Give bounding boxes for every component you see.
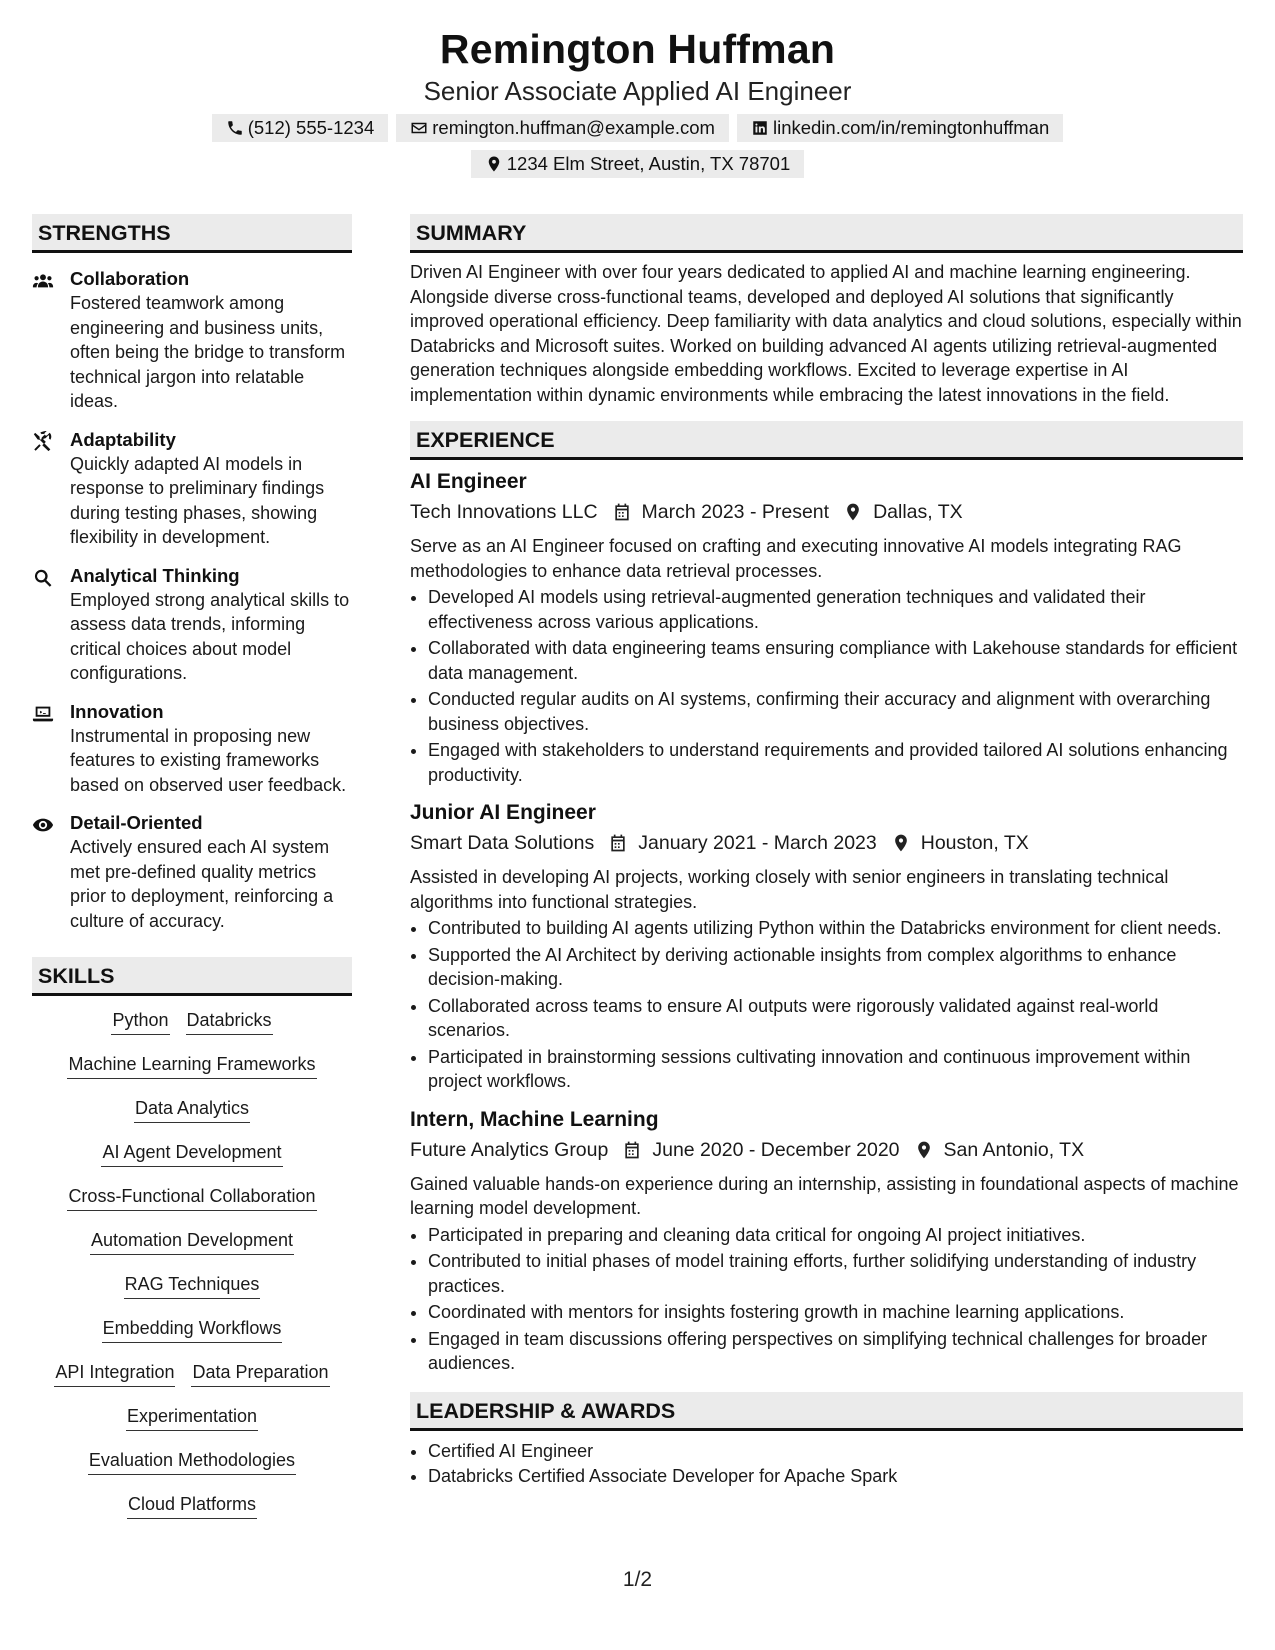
- skill-row: [32, 1360, 352, 1387]
- skill-row: [32, 1404, 352, 1431]
- awards-heading: LEADERSHIP & AWARDS: [410, 1392, 1243, 1431]
- job-bullet: • Contributed to initial phases of model training efforts, further solidifying understanding of industry practices.: [428, 1249, 1243, 1298]
- skill-tag: API Integration: [54, 1360, 175, 1387]
- skill-tag: RAG Techniques: [124, 1272, 261, 1299]
- job-bullet: • Collaborated across teams to ensure AI outputs were rigorously validated against real-world scenarios.: [428, 994, 1243, 1043]
- job-meta: [410, 1136, 1243, 1164]
- contact-row: [0, 114, 1275, 142]
- job-company: Tech Innovations LLC: [410, 501, 598, 523]
- skill-row: [32, 1096, 352, 1123]
- job-title: Junior AI Engineer: [410, 801, 596, 824]
- email-text: remington.huffman@example.com: [432, 117, 715, 138]
- skill-tag: Evaluation Methodologies: [88, 1448, 296, 1475]
- job-entry: [410, 1106, 1243, 1376]
- skill-tag: Databricks: [186, 1008, 273, 1035]
- job-company: Smart Data Solutions: [410, 832, 595, 854]
- awards-list: [410, 1439, 1243, 1489]
- resume-header: [0, 0, 1275, 178]
- strength-desc: Fostered teamwork among engineering and business units, often being the bridge to transform technical jargon into relatable ideas.: [70, 293, 346, 411]
- skill-tag: Python: [111, 1008, 169, 1035]
- strengths-list: [32, 267, 352, 933]
- job-bullet: • Coordinated with mentors for insights fostering growth in machine learning applications.: [428, 1300, 1243, 1325]
- job-bullet: • Collaborated with data engineering teams ensuring compliance with Lakehouse standards for efficient data management.: [428, 636, 1243, 685]
- job-desc: Gained valuable hands-on experience during an internship, assisting in foundational aspects of machine learning model development.: [410, 1173, 1239, 1218]
- summary-text: Driven AI Engineer with over four years dedicated to applied AI and machine learning engineering. Alongside diverse cross-functional teams, developed and deployed AI solutions that significantly improved operational efficiency. Deep familiarity with data analytics and cloud solutions, especially within Databricks and Microsoft suites. Worked on building advanced AI agents utilizing retrieval-augmented generation techniques alongside embedding workflows. Excited to leverage expertise in AI implementation within dynamic environments while embracing the latest innovations in the field.: [410, 262, 1242, 405]
- skill-tag: Cross-Functional Collaboration: [67, 1184, 316, 1211]
- skill-tag: Data Preparation: [191, 1360, 329, 1387]
- skill-row: [32, 1272, 352, 1299]
- job-dates: January 2021 - March 2023: [638, 832, 877, 854]
- users-icon: [32, 270, 54, 292]
- candidate-name: Remington Huffman: [439, 26, 836, 72]
- skills-heading: SKILLS: [32, 957, 352, 996]
- skill-tag: Machine Learning Frameworks: [67, 1052, 316, 1079]
- job-desc: Assisted in developing AI projects, working closely with senior engineers in translating technical algorithms into functional strategies.: [410, 867, 1169, 912]
- job-entry: [410, 468, 1243, 787]
- skill-row: [32, 1492, 352, 1519]
- skill-tag: Cloud Platforms: [127, 1492, 257, 1519]
- calendar-icon: [612, 502, 632, 522]
- skill-row: [32, 1228, 352, 1255]
- job-bullet: • Conducted regular audits on AI systems, confirming their accuracy and alignment with overarching business objectives.: [428, 687, 1243, 736]
- skill-row: [32, 1140, 352, 1167]
- phone-text: (512) 555-1234: [247, 117, 375, 138]
- job-bullet: • Participated in preparing and cleaning data critical for ongoing AI project initiatives.: [428, 1223, 1243, 1248]
- award-item: • Databricks Certified Associate Developer for Apache Spark: [428, 1464, 1243, 1489]
- job-bullets: [410, 1223, 1243, 1376]
- linkedin-text: linkedin.com/in/remingtonhuffman: [772, 117, 1050, 138]
- job-bullets: [410, 585, 1243, 787]
- tools-icon: [32, 431, 54, 453]
- strength-item: [32, 428, 352, 550]
- address-text: 1234 Elm Street, Austin, TX 78701: [506, 153, 791, 174]
- strength-desc: Employed strong analytical skills to assess data trends, informing critical choices about model configurations.: [70, 589, 350, 683]
- job-meta: [410, 829, 1243, 857]
- job-bullet: • Contributed to building AI agents utilizing Python within the Databricks environment for client needs.: [428, 916, 1243, 941]
- strength-desc: Instrumental in proposing new features to existing frameworks based on observed user feedback.: [70, 725, 347, 795]
- page-number: 1/2: [622, 1568, 653, 1591]
- strength-title: Adaptability: [70, 428, 176, 450]
- address-chip: [471, 150, 805, 178]
- eye-icon: [32, 814, 54, 836]
- job-bullet: • Developed AI models using retrieval-augmented generation techniques and validated their effectiveness across various applications.: [428, 585, 1243, 634]
- strengths-heading: STRENGTHS: [32, 214, 352, 253]
- job-bullet: • Engaged with stakeholders to understand requirements and provided tailored AI solutions enhancing productivity.: [428, 738, 1243, 787]
- right-column: [410, 214, 1243, 1536]
- strength-title: Innovation: [70, 700, 164, 722]
- job-dates: March 2023 - Present: [641, 501, 830, 523]
- candidate-title: Senior Associate Applied AI Engineer: [423, 76, 852, 106]
- map-pin-icon: [843, 502, 863, 522]
- job-title: Intern, Machine Learning: [410, 1107, 659, 1131]
- calendar-icon: [622, 1140, 642, 1160]
- map-pin-icon: [891, 833, 911, 853]
- address-row: [0, 150, 1275, 178]
- left-column: [32, 214, 352, 1536]
- linkedin-chip[interactable]: [737, 114, 1063, 142]
- strength-title: Analytical Thinking: [70, 564, 240, 586]
- phone-icon: [226, 119, 244, 137]
- strength-title: Collaboration: [70, 268, 190, 289]
- envelope-icon: [410, 119, 428, 137]
- award-item: • Certified AI Engineer: [428, 1439, 1243, 1464]
- phone-chip[interactable]: [212, 114, 389, 142]
- strength-item: [32, 700, 352, 798]
- job-meta: [410, 498, 1243, 526]
- job-location: Dallas, TX: [873, 501, 963, 523]
- job-bullets: [410, 916, 1243, 1094]
- summary-heading: SUMMARY: [410, 214, 1243, 253]
- resume-body: [32, 214, 1243, 1536]
- job-title: AI Engineer: [410, 470, 527, 493]
- email-chip[interactable]: [396, 114, 729, 142]
- laptop-icon: [32, 703, 54, 725]
- job-bullet: • Engaged in team discussions offering perspectives on simplifying technical challenges for broader audiences.: [428, 1327, 1243, 1376]
- skill-tag: Data Analytics: [134, 1096, 250, 1123]
- linkedin-icon: [751, 119, 769, 137]
- map-pin-icon: [914, 1140, 934, 1160]
- skill-tag: Experimentation: [126, 1404, 258, 1431]
- job-entry: [410, 799, 1243, 1094]
- strength-item: [32, 267, 352, 414]
- job-company: Future Analytics Group: [410, 1138, 609, 1161]
- strength-desc: Quickly adapted AI models in response to preliminary findings during testing phases, showing flexibility in development.: [70, 453, 325, 547]
- experience-heading: EXPERIENCE: [410, 421, 1243, 460]
- search-icon: [32, 567, 54, 589]
- calendar-icon: [608, 833, 628, 853]
- strength-title: Detail-Oriented: [70, 812, 203, 833]
- skill-row: [32, 1448, 352, 1475]
- skills-list: [32, 1008, 352, 1519]
- skill-row: [32, 1184, 352, 1211]
- job-location: Houston, TX: [920, 832, 1029, 854]
- skill-tag: Embedding Workflows: [102, 1316, 283, 1343]
- skill-row: [32, 1008, 352, 1035]
- skill-tag: AI Agent Development: [101, 1140, 282, 1167]
- skill-tag: Automation Development: [90, 1228, 294, 1255]
- job-bullet: • Supported the AI Architect by deriving actionable insights from complex algorithms to enhance decision-making.: [428, 943, 1243, 992]
- job-desc: Serve as an AI Engineer focused on crafting and executing innovative AI models integrating RAG methodologies to enhance data retrieval processes.: [410, 536, 1182, 581]
- job-location: San Antonio, TX: [943, 1138, 1085, 1161]
- skill-row: [32, 1052, 352, 1079]
- strength-item: [32, 564, 352, 686]
- job-dates: June 2020 - December 2020: [652, 1138, 900, 1161]
- map-pin-icon: [485, 155, 503, 173]
- strength-desc: Actively ensured each AI system met pre-defined quality metrics prior to deployment, reinforcing a culture of accuracy.: [70, 837, 334, 931]
- skill-row: [32, 1316, 352, 1343]
- strength-item: [32, 811, 352, 933]
- job-bullet: • Participated in brainstorming sessions cultivating innovation and continuous improvement within project workflows.: [428, 1045, 1243, 1094]
